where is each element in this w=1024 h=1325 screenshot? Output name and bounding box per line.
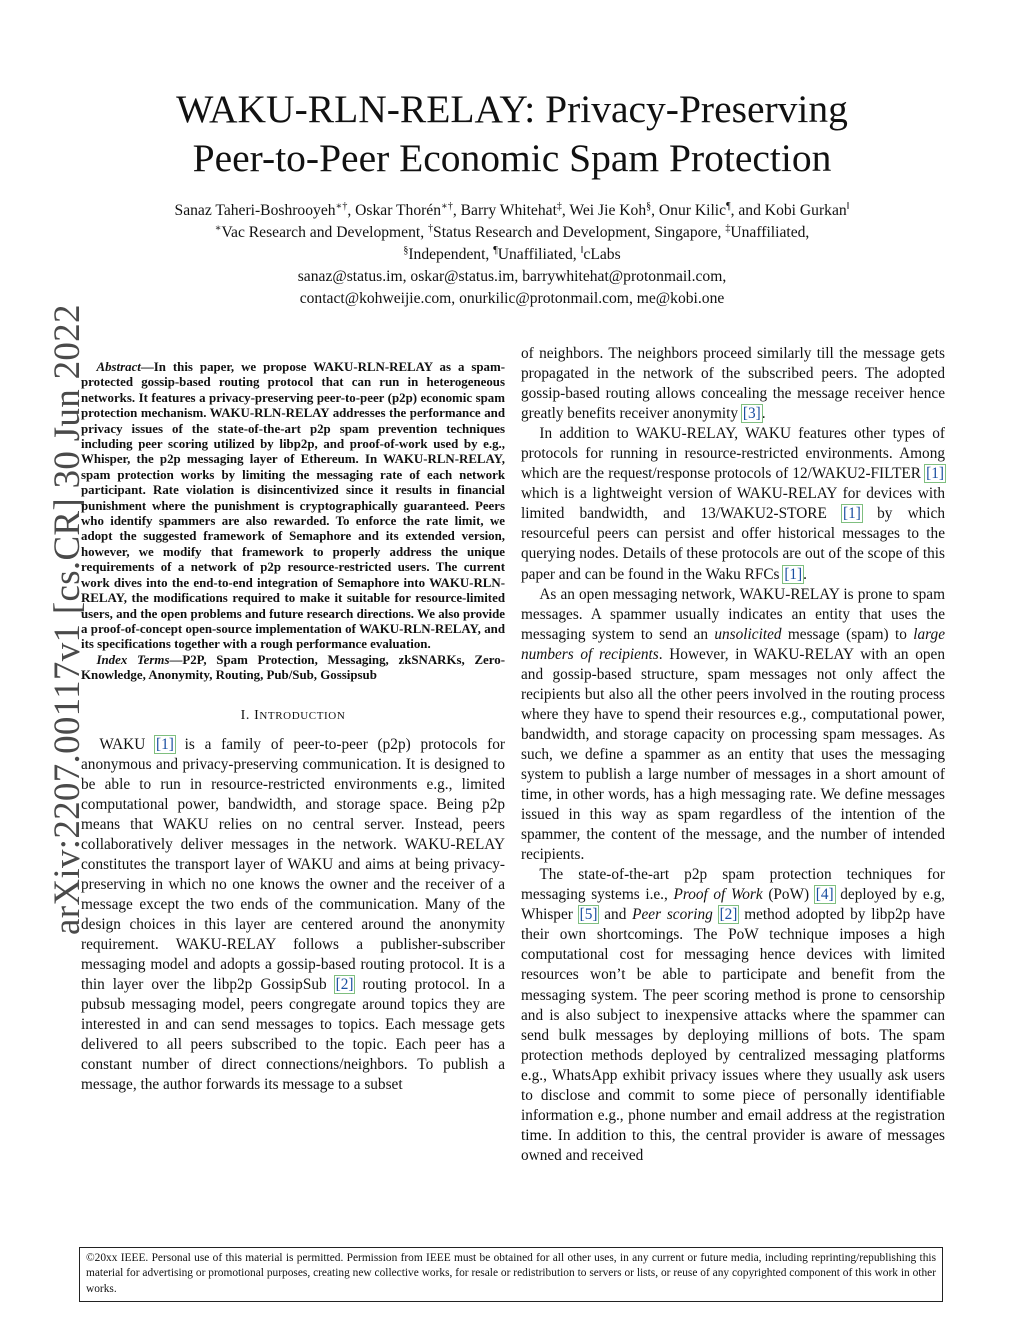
author-name: Oskar Thorén: [355, 202, 442, 219]
author-mark: ‖: [846, 200, 850, 212]
section-initial: I: [254, 707, 260, 723]
author-name: Onur Kilic: [658, 202, 727, 219]
citation-link[interactable]: [5]: [579, 906, 598, 924]
citation-link[interactable]: [2]: [719, 906, 738, 924]
index-terms-label: Index Terms: [96, 652, 170, 667]
left-column: [81, 360, 505, 1095]
title-line-2: Peer-to-Peer Economic Spam Protection: [192, 136, 832, 180]
citation-link[interactable]: [1]: [843, 505, 861, 523]
index-terms-dash: —: [169, 652, 183, 667]
author-block: [0, 200, 1024, 310]
text-run: WAKU: [99, 735, 156, 753]
index-terms-text: P2P, Spam Protection, Messaging, zkSNARKs, Zero-Knowledge, Anonymity, Routing, Pub/Sub, Gossipsub: [81, 652, 505, 683]
abstract-dash: —: [140, 360, 154, 374]
section-heading-introduction: [81, 706, 505, 726]
text-run: .: [803, 565, 807, 583]
section-title-rest: NTRODUCTION: [259, 709, 346, 722]
body-paragraph: [521, 424, 945, 584]
author-name: Wei Jie Koh: [569, 202, 647, 219]
affiliation-mark: ‡: [725, 222, 731, 234]
text-run: The state-of-the-art p2p spam protection techniques for messaging systems i.e.,: [521, 866, 945, 904]
affiliation-line-1: [0, 222, 1024, 244]
text-run: In addition to WAKU-RELAY, WAKU features other types of protocols for running in resource-restricted environments. Among which are the request/response protocols of 12/WAKU2-FILTER: [521, 425, 945, 483]
affiliation-mark: §: [403, 244, 409, 256]
text-run: by which resourceful peers can persist and offer historical messages to the querying nodes. Details of these protocols are out of the scope of this paper and can be found in the Waku RFCs: [521, 505, 945, 583]
author-mark: ∗†: [441, 200, 453, 212]
text-run: (PoW): [762, 886, 815, 904]
text-run: of neighbors. The neighbors proceed similarly till the message gets propagated in the network of the subscribed peers. The adopted gossip-based routing allows concealing the message receiver hence greatly benefits receiver anonymity: [521, 345, 945, 423]
affiliation: Unaffiliated,: [730, 224, 810, 241]
author-name: and Kobi Gurkan: [738, 202, 847, 219]
author-name: Barry Whitehat: [460, 202, 557, 219]
author-name: Sanaz Taheri-Boshrooyeh: [174, 202, 336, 219]
author-mark: ∗†: [335, 200, 348, 212]
citation-link[interactable]: [3]: [742, 405, 761, 423]
text-run: . However, in WAKU-RELAY with an open and gossip-based structure, spam messages not only affect the recipients but also all the other peers involved in the routing process where they have to spend their resources e.g., computational power, bandwidth, and storage capacity on processing spam messages. As such, we define a spammer as an entity that uses the messaging system to publish a large number of messages in a short amount of time, in other words, has a high messaging rate. We define messages issued in this way as spam regardless of the intention of the spammer, the content of the message, and the number of intended recipients.: [521, 645, 945, 864]
citation-link[interactable]: [1]: [784, 565, 803, 583]
paper-title: [0, 85, 1024, 183]
affiliation-line-2: [0, 244, 1024, 266]
emphasis: unsolicited: [714, 625, 782, 643]
affiliation-mark: †: [428, 222, 434, 234]
text-run: and: [598, 906, 633, 924]
intro-paragraph: [81, 735, 505, 1096]
abstract: [81, 360, 505, 653]
affiliation: Status Research and Development, Singapore,: [433, 224, 722, 241]
body-paragraph: [521, 585, 945, 866]
text-run: method adopted by libp2p have their own shortcomings. The PoW technique imposes a high computational cost for messaging hence devices with limited resources won’t be able to participate and benefit from the messaging system. The peer scoring method is prone to censorship and is also subject to inexpensive attacks where the spammer can send bulk messages by deploying millions of bots. The spam protection methods deployed by centralized messaging platforms e.g., WhatsApp exhibit privacy issues where they usually ask users to disclose and commit to some piece of personally identifiable information e.g., phone number and email address at the registration time. In addition to this, the central provider is aware of messages owned and received: [521, 906, 945, 1164]
emphasis: Peer scoring: [632, 906, 713, 924]
title-line-1: WAKU-RLN-RELAY: Privacy-Preserving: [176, 87, 848, 131]
author-emails-line-1: sanaz@status.im, oskar@status.im, barrywhitehat@protonmail.com,: [297, 268, 727, 285]
affiliation-mark: ∗: [214, 222, 222, 234]
affiliation: Independent,: [408, 246, 490, 263]
right-column: [521, 344, 945, 1166]
arxiv-identifier-stamp: arXiv:2207.00117v1 [cs.CR] 30 Jun 2022: [47, 304, 88, 935]
author-mark: ‡: [556, 200, 562, 212]
affiliation: Vac Research and Development,: [221, 224, 425, 241]
citation-link[interactable]: [4]: [815, 886, 834, 904]
emphasis: large numbers of recipients: [521, 625, 945, 663]
text-run: deployed by e.g, Whisper: [521, 886, 945, 924]
author-list: Sanaz Taheri-Boshrooyeh∗†, Oskar Thorén∗†, Barry Whitehat‡, Wei Jie Koh§, Onur Kilic¶, and Kobi Gurkan‖: [174, 200, 850, 219]
abstract-label: Abstract: [96, 360, 141, 374]
text-run: message (spam) to: [781, 625, 914, 643]
body-paragraph: [521, 344, 945, 424]
citation-link[interactable]: [1]: [926, 465, 944, 483]
author-mark: ¶: [726, 200, 731, 212]
affiliation-mark: ‖: [580, 244, 584, 256]
index-terms: [81, 653, 505, 684]
author-emails-line-2: contact@kohweijie.com, onurkilic@protonmail.com, me@kobi.one: [299, 290, 725, 307]
emphasis: Proof of Work: [673, 886, 763, 904]
text-run: is a family of peer-to-peer (p2p) protocols for anonymous and privacy-preserving communication. It is designed to be able to run in resource-restricted environments e.g., limited computational power, bandwidth, and storage space. Being p2p means that WAKU relies on no central server. Instead, peers collaboratively deliver messages in the network. WAKU-RELAY constitutes the transport layer of WAKU and aims at being privacy-preserving in which no one knows the owner and the receiver of a message except the two ends of the communication. Many of the design choices in this layer are centered around the anonymity requirement. WAKU-RELAY follows a publisher-subscriber messaging model and adopts a gossip-based routing protocol. It is a thin layer over the libp2p GossipSub: [81, 735, 505, 994]
text-run: [713, 906, 719, 923]
author-mark: §: [646, 200, 652, 212]
section-number: I.: [240, 707, 250, 723]
body-paragraph: [521, 865, 945, 1166]
citation-link[interactable]: [2]: [335, 976, 354, 994]
copyright-notice: ©20xx IEEE. Personal use of this material is permitted. Permission from IEEE must be obtained for all other uses, in any current or future media, including reprinting/republishing this material for advertising or promotional purposes, creating new collective works, for resale or redistribution to servers or lists, or reuse of any copyrighted component of this work in other works.: [79, 1247, 943, 1302]
abstract-text: In this paper, we propose WAKU-RLN-RELAY as a spam-protected gossip-based routing protocol that can run in heterogeneous networks. It features a privacy-preserving peer-to-peer (p2p) economic spam protection mechanism. WAKU-RLN-RELAY addresses the performance and privacy issues of the state-of-the-art p2p spam prevention techniques including peer scoring utilized by libp2p, and proof-of-work used by e.g., Whisper, the p2p messaging layer of Ethereum. In WAKU-RLN-RELAY, spam protection works by limiting the messaging rate of each network participant. Rate violation is disincentivized since it results in financial punishment where the punishment is cryptographically guaranteed. Peers who identify spammers are also rewarded. To enforce the rate limit, we adopt the suggested framework of Semaphore and its extended version, however, we modify that framework to properly address the unique requirements of a network of p2p resource-restricted users. The current work dives into the end-to-end integration of Semaphore into WAKU-RLN-RELAY, the modifications required to make it suitable for resource-limited users, and the open problems and future research directions. We also provide a proof-of-concept open-source implementation of WAKU-RLN-RELAY, and its specifications together with a rough performance evaluation.: [81, 360, 505, 652]
text-run: routing protocol. In a pubsub messaging model, peers congregate around topics they are interested in and can send messages to topics. Each message gets delivered to all peers subscribed to the topic. Each peer has a constant number of direct connections/neighbors. To publish a message, the author forwards its message to a subset: [81, 976, 505, 1094]
affiliation: Unaffiliated,: [497, 246, 577, 263]
text-run: As an open messaging network, WAKU-RELAY is prone to spam messages. A spammer usually indicates an entity that uses the messaging system to send an: [521, 585, 945, 643]
affiliation: cLabs: [583, 246, 621, 263]
text-run: which is a lightweight version of WAKU-RELAY for devices with limited bandwidth, and 13/WAKU2-STORE: [521, 485, 945, 523]
citation-link[interactable]: [1]: [156, 735, 174, 753]
affiliation-mark: ¶: [493, 244, 498, 256]
text-run: .: [761, 405, 766, 423]
